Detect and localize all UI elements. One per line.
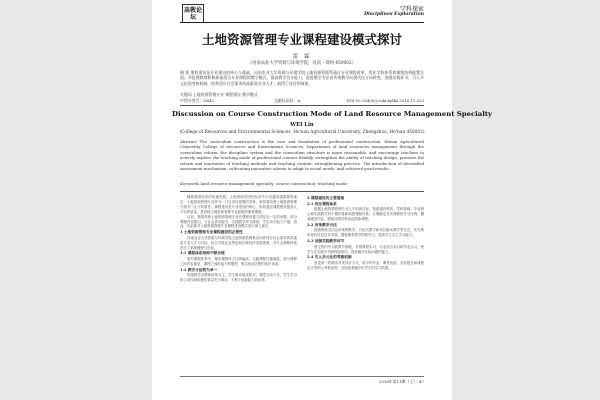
- section-label-en: Disciplines Exploration: [364, 12, 424, 17]
- section-label-cn: 学科探索: [399, 6, 424, 13]
- footer-rule: [180, 376, 424, 377]
- page-footer: 2016年第11期（上）・47: [378, 379, 424, 384]
- body-paragraph: 建立校内外实践教学基地，开展课程实习、专业综合实习和毕业实习，使学生在实践中巩固理论知识，提高解决实际问题的能力。: [307, 244, 424, 254]
- affiliation-en: (College of Resources and Environmental Sciences, He'nan Agricultural University, Zhengzhou, He'nan 450002): [179, 130, 425, 135]
- body-paragraph: 根据土地资源管理专业人才培养目标，按照通识教育、学科基础、专业核心和实践教学四个模块重新构建课程体系，合理确定各类课程的学分比例，删减重复内容，增加反映学科前沿的新课程。: [307, 207, 424, 222]
- body-paragraph: 河南农业大学资源与环境学院土地资源管理系以培养适应社会需求的高素质专业人才为目标，结合学校农业特色和区域经济发展需要，对专业课程体系进行了系统梳理与优化。: [180, 235, 297, 250]
- section-heading: 2.3 加强实践教学环节: [307, 239, 345, 244]
- body-paragraph: 原有课程体系中，理论课程所占比例偏高，实践课程比重偏低，部分课程之间内容重复，课程之间衔接不够紧密，难以形成完整的知识体系。: [180, 257, 297, 266]
- header-rule: [180, 22, 424, 23]
- keywords-en: Keywords land resource management specialty; course construction; teaching mode: [180, 181, 347, 186]
- journal-page: [152, 0, 493, 400]
- classification-number: 中图分类号：G642: [180, 98, 214, 103]
- body-divider: [180, 191, 424, 192]
- article-title-cn: 土地资源管理专业课程建设模式探讨: [201, 32, 402, 47]
- article-title-en: Discussion on Course Construction Mode of Land Resource Management Specialty: [172, 110, 493, 118]
- affiliation-cn: （河南农业大学资源与环境学院，河南・郑州 450002）: [247, 61, 356, 66]
- abstract-cn: 摘 要 课程建设是专业建设的核心与基础。河南农业大学资源与环境学院土地资源管理系通过专业课程改革，优化学科体系和课程结构配置方面，并促使教师积极探索适合专业课程的教学模式，提高教学设计能力，促进教学方法由传统教学向现代化方向转变，加强实践环节，引入多元化的考核机制，培养适应社会需求的高素质专业人才，取得了良好的效果。: [180, 70, 424, 86]
- body-paragraph: 传统教学以教师讲授为主，学生被动接受知识，课堂互动不足，学生学习的主动性和积极性难以充分调动，不利于创新能力的培养。: [180, 273, 297, 283]
- body-paragraph: 改变单一的期末考试评价方式，将平时作业、课堂表现、实验报告和课程论文等纳入考核范围，全面客观地评价学生的学习效果。: [307, 261, 424, 270]
- section-divider: [180, 105, 424, 106]
- body-column-left: [180, 195, 297, 373]
- body-paragraph: 目前，我国高校土地资源管理专业在课程设置方面存在一定的问题，部分课程内容陈旧，与社会需求脱节，实践教学环节薄弱，学生动手能力不强。因此，有必要对土地资源管理专业课程建设模式进行深入探讨。: [180, 214, 297, 229]
- section-heading: 2.4 引入多元化的考核机制: [307, 255, 352, 260]
- document-code: 文献标识码：A: [274, 98, 301, 103]
- section-heading: 1.2 教学方法较为单一: [180, 267, 218, 272]
- body-paragraph: 鼓励教师灵活运用案例教学、讨论式教学和项目驱动教学等方法，充分利用现代信息技术手段，增强课堂教学的吸引力，提高学生自主学习能力。: [307, 228, 424, 238]
- section-heading: 1 土地资源管理专业课程建设的必要性: [180, 230, 243, 235]
- section-heading: 2.1 优化课程体系: [307, 201, 337, 206]
- doi: DOI:10.16400/j.cnki.kjdkz.2016.11.023: [346, 98, 424, 103]
- author-en: WEI Lin: [290, 122, 314, 128]
- keywords-cn: 关键词 土地资源管理专业 课程建设 教学模式: [180, 92, 258, 97]
- section-heading: 1.1 课程体系结构不够合理: [180, 251, 225, 256]
- abstract-en: Abstract The curriculum construction is the core and foundation of professional construction. Henan Agricultural University College of resources and Environment Sciences, Department of land resources management through the curriculum reform, the discipline system and the curriculum structure is more reasonable, and encourage teachers to actively explore the teaching mode of professional courses flexibly, strengthen the ability of teaching design, promote the reform and innovation of teaching methods and teaching content, strengthening practice. The introduction of diversified assessment mechanism, cultivating innovative talents to adapt to social needs, and achieved good results.: [180, 139, 424, 172]
- section-heading: 2.2 改革教学方法: [307, 222, 337, 227]
- section-heading: 2 课程建设的主要措施: [307, 195, 345, 200]
- body-paragraph: 随着我国经济的快速发展，土地资源在国民经济中占有越来越重要的地位，土地资源管理专业作为一门应用性很强的学科，承担着培养土地资源管理方面专门人才的重任。课程建设是专业建设的核心，如何通过课程建设提高人才培养质量，是高校土地资源管理专业面临的重要课题。: [180, 195, 297, 214]
- body-column-right: [307, 195, 424, 373]
- author-cn: 雷 霖: [292, 54, 312, 60]
- journal-logo: 高教论坛: [182, 4, 204, 23]
